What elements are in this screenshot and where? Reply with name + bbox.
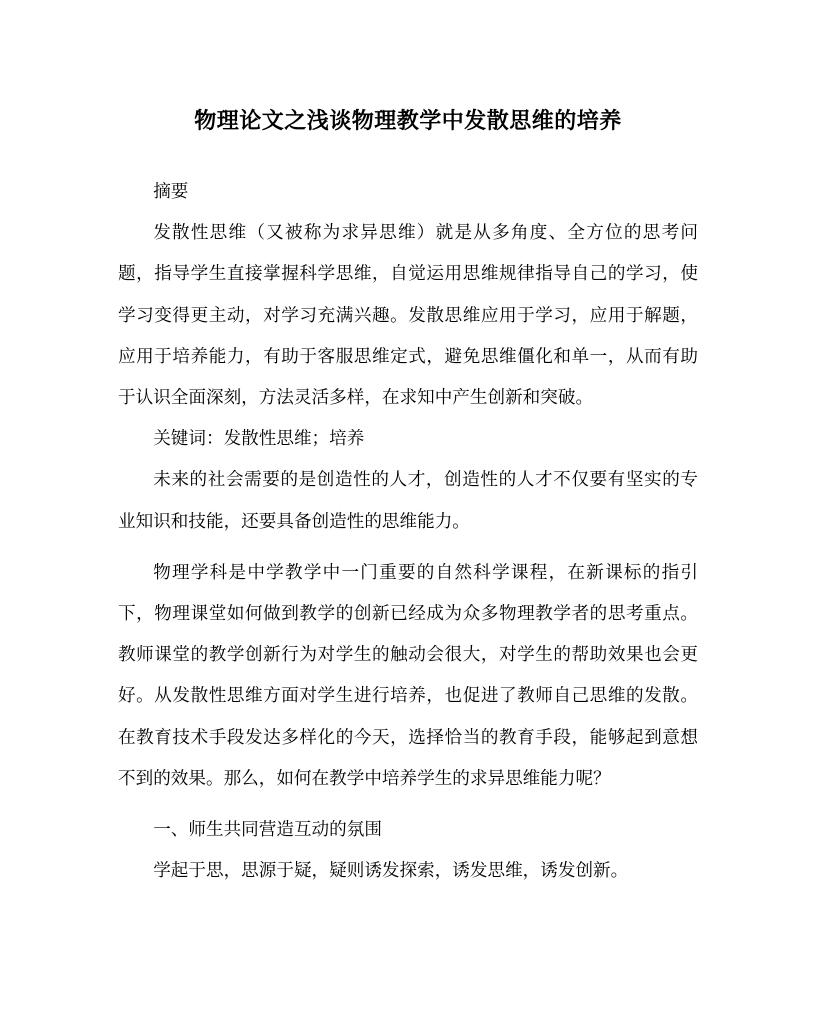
body-paragraph: 学起于思，思源于疑，疑则诱发探索，诱发思维，诱发创新。: [153, 861, 629, 882]
abstract-paragraph: 发散性思维（又被称为求异思维）就是从多角度、全方位的思考问题，指导学生直接掌握科学思维，自觉运用思维规律指导自己的学习，使学习变得更主动，对学习充满兴趣。发散思维应用于学习，应用于解题，应用于培养能力，有助于客服思维定式，避免思维僵化和单一，从而有助于认识全面深刻，方法灵活多样，在求知中产生创新和突破。: [118, 223, 698, 409]
section-heading: 一、师生共同营造互动的氛围: [153, 820, 382, 841]
document-title: 物理论文之浅谈物理教学中发散思维的培养: [194, 108, 622, 134]
body-paragraph: 未来的社会需要的是创造性的人才，创造性的人才不仅要有坚实的专业知识和技能，还要具备创造性的思维能力。: [118, 470, 698, 532]
document-body: [118, 172, 698, 892]
abstract-heading: 摘要: [153, 182, 189, 202]
paragraph-gap: [118, 543, 698, 553]
paragraph-gap: [118, 800, 698, 810]
body-paragraph: 物理学科是中学教学中一门重要的自然科学课程，在新课标的指引下，物理课堂如何做到教学的创新已经成为众多物理教学者的思考重点。教师课堂的教学创新行为对学生的触动会很大，对学生的帮助效果也会更好。从发散性思维方面对学生进行培养，也促进了教师自己思维的发散。在教育技术手段发达多样化的今天，选择恰当的教育手段，能够起到意想不到的效果。那么，如何在教学中培养学生的求异思维能力呢？: [118, 562, 698, 789]
keywords-line: 关键词：发散性思维；培养: [153, 429, 365, 450]
